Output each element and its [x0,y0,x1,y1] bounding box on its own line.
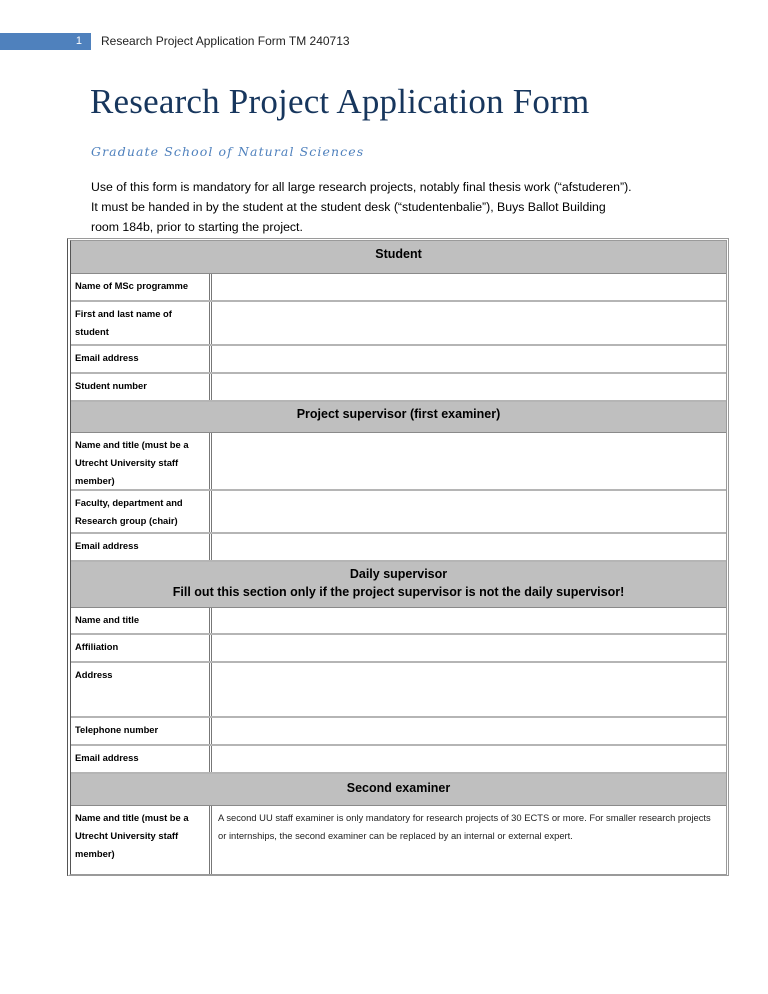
form-row [71,274,726,302]
field-label: Address [71,663,212,716]
form-row [71,635,726,663]
daily-supervisor-title: Daily supervisor [349,567,448,581]
form-row [71,608,726,635]
field-label: First and last name of student [71,302,212,344]
daily-supervisor-email-field[interactable] [212,746,726,772]
page-number: 1 [75,35,82,47]
field-label: Name and title (must be a Utrecht University staff member) [71,433,212,489]
student-name-field[interactable] [212,302,726,344]
intro-paragraph [91,177,632,237]
form-row [71,302,726,346]
page-number-bar [0,33,91,50]
section-header-daily-supervisor [71,562,726,608]
application-form-table [67,238,729,876]
form-row [71,491,726,534]
page-header [0,33,768,50]
intro-line: Use of this form is mandatory for all large research projects, notably final thesis work (“afstuderen”). [91,180,632,194]
field-label: Name and title [71,608,212,633]
section-header-project-supervisor: Project supervisor (first examiner) [71,402,726,433]
msc-programme-field[interactable] [212,274,726,300]
daily-supervisor-note: Fill out this section only if the project supervisor is not the daily supervisor! [172,585,625,599]
daily-supervisor-telephone-field[interactable] [212,718,726,744]
student-email-field[interactable] [212,346,726,372]
form-row [71,663,726,718]
form-row [71,346,726,374]
field-label: Name and title (must be a Utrecht University staff member) [71,806,212,874]
intro-line: room 184b, prior to starting the project. [91,220,303,234]
field-label: Email address [71,534,212,560]
section-header-student: Student [71,241,726,274]
field-label: Faculty, department and Research group (chair) [71,491,212,532]
field-label: Name of MSc programme [71,274,212,300]
field-label: Student number [71,374,212,400]
document-subtitle: Graduate School of Natural Sciences [91,144,365,159]
daily-supervisor-address-field[interactable] [212,663,726,716]
form-row [71,746,726,774]
intro-line: It must be handed in by the student at the student desk (“studentenbalie”), Buys Ballot Building [91,200,606,214]
second-examiner-field[interactable]: A second UU staff examiner is only mandatory for research projects of 30 ECTS or more. For smaller research projects or internships, the second examiner can be replaced by an internal or external expert. [218,812,711,841]
form-row [71,806,726,874]
document-title: Research Project Application Form [90,82,590,121]
form-row [71,433,726,491]
field-label: Email address [71,746,212,772]
field-label: Affiliation [71,635,212,661]
form-row [71,374,726,402]
student-number-field[interactable] [212,374,726,400]
form-row [71,534,726,562]
daily-supervisor-name-field[interactable] [212,608,726,633]
supervisor-name-field[interactable] [212,433,726,489]
form-row [71,718,726,746]
field-label: Email address [71,346,212,372]
supervisor-email-field[interactable] [212,534,726,560]
section-header-second-examiner: Second examiner [71,774,726,806]
daily-supervisor-affiliation-field[interactable] [212,635,726,661]
running-header-title: Research Project Application Form TM 240713 [101,34,350,48]
field-label: Telephone number [71,718,212,744]
supervisor-faculty-field[interactable] [212,491,726,532]
